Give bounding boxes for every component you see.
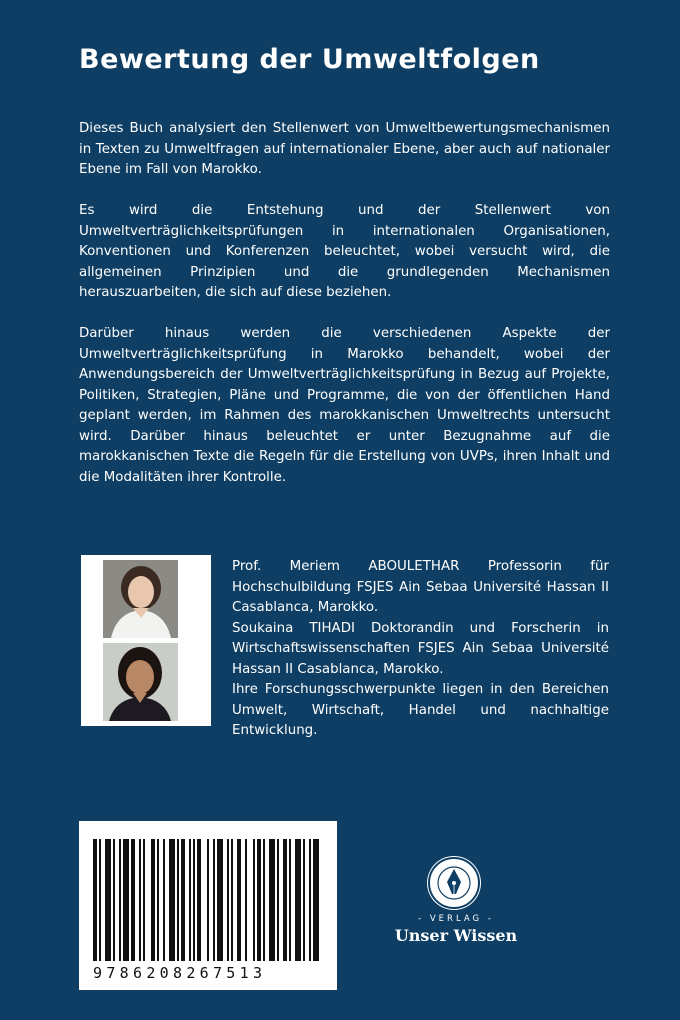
barcode-bar: [245, 839, 247, 961]
barcode-bar: [123, 839, 129, 961]
blurb-paragraph: Dieses Buch analysiert den Stellenwert von Umweltbewertungsmechanismen in Texten zu Umweltfragen auf internationaler Ebene, aber auch auf nationaler Ebene im Fall von Marokko.: [79, 121, 610, 177]
author-bio-paragraph: Prof. Meriem ABOULETHAR Professorin für Hochschulbildung FSJES Ain Sebaa Université Hassan II Casablanca, Marokko.: [232, 559, 609, 615]
barcode-bar: [217, 839, 223, 961]
barcode-bar: [289, 839, 291, 961]
isbn-number: 9786208267513: [93, 964, 267, 982]
barcode-bar: [99, 839, 101, 961]
author-portrait-image: [103, 643, 178, 721]
barcode-bars: [93, 839, 323, 961]
isbn-barcode: [79, 821, 337, 990]
author-portrait-image: [103, 560, 178, 638]
barcode-bar: [119, 839, 121, 961]
publisher-seal: [427, 856, 481, 910]
barcode-bar: [309, 839, 311, 961]
barcode-bar: [163, 839, 165, 961]
barcode-bar: [197, 839, 201, 961]
barcode-bar: [257, 839, 261, 961]
barcode-bar: [151, 839, 155, 961]
barcode-bar: [143, 839, 145, 961]
barcode-bar: [207, 839, 209, 961]
barcode-bar: [193, 839, 195, 961]
publisher-logo: [394, 856, 518, 946]
author-bio-paragraph: Soukaina TIHADI Doktorandin und Forscherin in Wirtschaftswissenschaften FSJES Ain Sebaa Université Hassan II Casablanca, Marokko.: [232, 620, 609, 677]
barcode-bar: [139, 839, 141, 961]
barcode-bar: [283, 839, 287, 961]
author-bio-paragraph: Ihre Forschungsschwerpunkte liegen in den Bereichen Umwelt, Wirtschaft, Handel und nachhaltige Entwicklung.: [232, 682, 609, 738]
barcode-bar: [105, 839, 111, 961]
barcode-bar: [181, 839, 185, 961]
barcode-bar: [253, 839, 255, 961]
barcode-bar: [131, 839, 135, 961]
barcode-bar: [93, 839, 97, 961]
barcode-bar: [277, 839, 279, 961]
barcode-bar: [169, 839, 175, 961]
barcode-bar: [295, 839, 301, 961]
barcode-bar: [157, 839, 159, 961]
barcode-bar: [189, 839, 191, 961]
book-title: Bewertung der Umweltfolgen: [79, 44, 540, 75]
publisher-verlag-label: - VERLAG -: [418, 914, 494, 924]
fountain-pen-nib-icon: [427, 856, 481, 910]
author-portrait: [103, 643, 178, 721]
barcode-bar: [227, 839, 229, 961]
barcode-bar: [113, 839, 115, 961]
barcode-bar: [231, 839, 233, 961]
barcode-bar: [213, 839, 215, 961]
author-portrait: [103, 560, 178, 638]
author-bio: [232, 557, 609, 742]
barcode-bar: [263, 839, 265, 961]
barcode-bar: [177, 839, 179, 961]
publisher-name: Unser Wissen: [394, 926, 518, 945]
blurb-paragraph: Darüber hinaus werden die verschiedenen Aspekte der Umweltverträglichkeitsprüfung in Marokko behandelt, wobei der Anwendungsbereich der Umweltverträglichkeitsprüfung in Bezug auf Projekte, Politiken, Strategien, Pläne und Programme, die von der öffentlichen Hand geplant werden, im Rahmen des marokkanischen Umweltrechts untersucht wird. Darüber hinaus beleuchtet er unter Bezugnahme auf die marokkanischen Texte die Regeln für die Erstellung von UVPs, ihren Inhalt und die Modalitäten ihrer Kontrolle.: [79, 326, 610, 485]
barcode-bar: [303, 839, 305, 961]
barcode-bar: [237, 839, 241, 961]
barcode-bar: [269, 839, 275, 961]
barcode-bar: [313, 839, 319, 961]
blurb-paragraph: Es wird die Entstehung und der Stellenwert von Umweltverträglichkeitsprüfungen in internationalen Organisationen, Konventionen und Konferenzen beleuchtet, wobei versucht wird, die allgemeinen Prinzipien und die grundlegenden Mechanismen herauszuarbeiten, die sich auf diese beziehen.: [79, 203, 610, 300]
author-photos: [81, 555, 211, 726]
